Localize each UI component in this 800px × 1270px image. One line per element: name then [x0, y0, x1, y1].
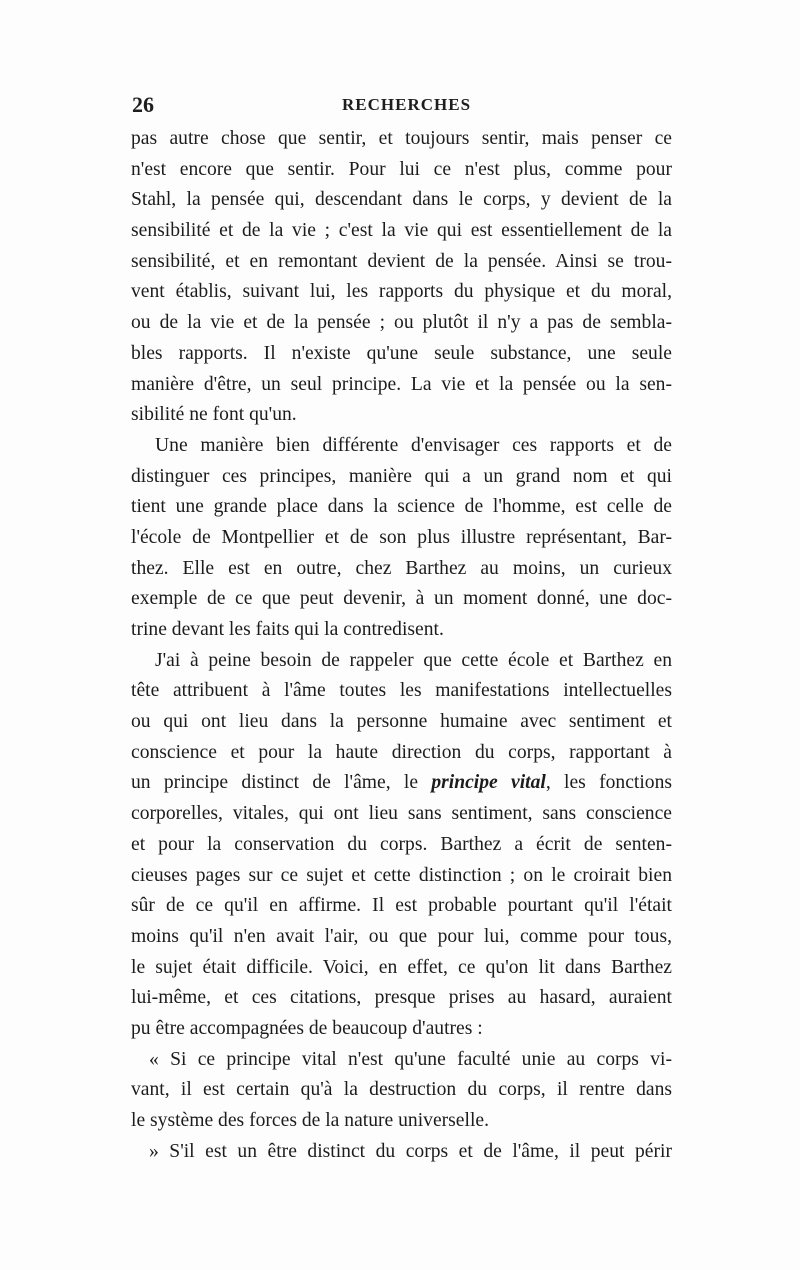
text-line: distinguer ces principes, manière qui a un grand nom et qui: [131, 465, 672, 487]
text-line: sensibilité et de la vie ; c'est la vie qui est essentiellement de la: [131, 220, 672, 242]
text-line: et pour la conservation du corps. Barthez a écrit de senten-: [131, 833, 672, 855]
text-line: n'est encore que sentir. Pour lui ce n'est plus, comme pour: [131, 158, 672, 180]
page-number: 26: [132, 92, 154, 117]
text-line: sûr de ce qu'il en affirme. Il est probable pourtant qu'il l'était: [131, 895, 672, 917]
text-line: moins qu'il n'en avait l'air, ou que pour lui, comme pour tous,: [131, 925, 672, 947]
quote-line: » S'il est un être distinct du corps et de l'âme, il peut périr: [149, 1140, 672, 1162]
text-line: ou de la vie et de la pensée ; ou plutôt il n'y a pas de sembla-: [131, 312, 672, 334]
body-text: [131, 124, 672, 1167]
page-header: [132, 92, 672, 118]
text-line: manière d'être, un seul principe. La vie et la pensée ou la sen-: [131, 373, 672, 395]
paragraph-start-line: J'ai à peine besoin de rappeler que cette école et Barthez en: [155, 649, 672, 671]
text-line: conscience et pour la haute direction du corps, rapportant à: [131, 741, 672, 763]
text-line: le sujet était difficile. Voici, en effet, ce qu'on lit dans Barthez: [131, 956, 672, 978]
text-line: vent établis, suivant lui, les rapports du physique et du moral,: [131, 281, 672, 303]
text-line: ou qui ont lieu dans la personne humaine avec sentiment et: [131, 711, 672, 733]
text-line-with-italic: [131, 768, 672, 799]
quote-line: « Si ce principe vital n'est qu'une faculté unie au corps vi-: [149, 1048, 672, 1070]
text-line: bles rapports. Il n'existe qu'une seule substance, une seule: [131, 342, 672, 364]
text-segment: un principe distinct de l'âme, le: [131, 772, 432, 794]
quote-line: vant, il est certain qu'à la destruction du corps, il rentre dans: [131, 1079, 672, 1101]
text-line: pu être accompagnées de beaucoup d'autres :: [131, 1017, 483, 1039]
text-line: thez. Elle est en outre, chez Barthez au moins, un curieux: [131, 557, 672, 579]
text-line: pas autre chose que sentir, et toujours sentir, mais penser ce: [131, 128, 672, 149]
text-line: sensibilité, et en remontant devient de la pensée. Ainsi se trou-: [131, 250, 672, 272]
running-title: RECHERCHES: [342, 95, 472, 114]
text-line: tient une grande place dans la science de l'homme, est celle de: [131, 496, 672, 518]
italic-term: principe vital: [431, 772, 546, 794]
quote-line: le système des forces de la nature universelle.: [131, 1110, 489, 1131]
text-line: tête attribuent à l'âme toutes les manifestations intellectuelles: [131, 680, 672, 702]
text-line: sibilité ne font qu'un.: [131, 404, 297, 426]
text-line: l'école de Montpellier et de son plus illustre représentant, Bar-: [131, 526, 672, 548]
text-line: cieuses pages sur ce sujet et cette distinction ; on le croirait bien: [131, 864, 672, 886]
text-line: lui-même, et ces citations, presque prises au hasard, auraient: [131, 987, 672, 1009]
text-segment: , les fonctions: [545, 772, 672, 794]
text-line: corporelles, vitales, qui ont lieu sans sentiment, sans conscience: [131, 803, 672, 825]
paragraph-start-line: Une manière bien différente d'envisager ces rapports et de: [155, 434, 672, 456]
text-line: Stahl, la pensée qui, descendant dans le corps, y devient de la: [131, 189, 672, 211]
text-line: trine devant les faits qui la contredisent.: [131, 619, 444, 640]
text-line: exemple de ce que peut devenir, à un moment donné, une doc-: [131, 588, 672, 610]
